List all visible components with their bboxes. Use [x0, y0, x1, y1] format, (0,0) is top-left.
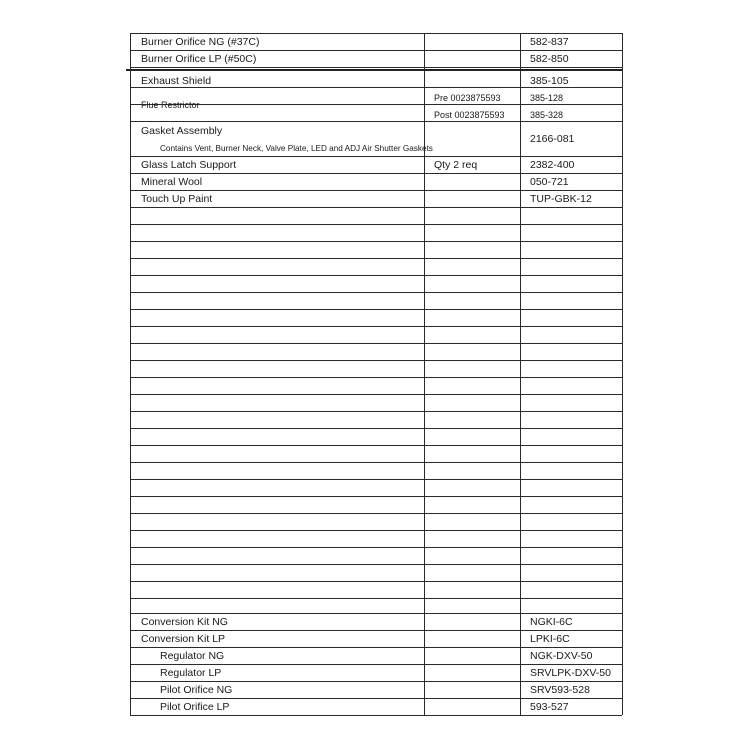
part-number: 050-721 — [530, 176, 569, 188]
table-row-line — [130, 496, 622, 497]
part-number: 2166-081 — [530, 133, 575, 145]
kit-description: Conversion Kit NG — [141, 616, 228, 628]
table-row-line — [130, 326, 622, 327]
kit-part-number: 593-527 — [530, 701, 569, 713]
kit-part-number: NGK-DXV-50 — [530, 650, 593, 662]
part-description: Burner Orifice LP (#50C) — [141, 53, 257, 65]
part-description: Exhaust Shield — [141, 75, 212, 87]
kit-part-number: SRVLPK-DXV-50 — [530, 667, 611, 679]
table-row-line — [130, 681, 622, 682]
part-note: Qty 2 req — [434, 159, 478, 171]
table-row-line — [130, 647, 622, 648]
table-row-line — [130, 33, 622, 34]
kit-description: Pilot Orifice LP — [160, 701, 230, 713]
flue-restrictor-split-line — [424, 104, 622, 105]
table-row-line — [130, 581, 622, 582]
table-row-line — [130, 121, 622, 122]
table-row-line — [130, 428, 622, 429]
table-row-line — [130, 67, 622, 68]
kit-part-number: LPKI-6C — [530, 633, 570, 645]
table-row-line — [130, 513, 622, 514]
table-row-line — [130, 394, 622, 395]
part-note: Pre 0023875593 — [434, 93, 501, 103]
part-description: Touch Up Paint — [141, 193, 213, 205]
table-row-line — [130, 479, 622, 480]
table-row-line — [130, 275, 622, 276]
section-divider — [126, 69, 622, 71]
kit-part-number: SRV593-528 — [530, 684, 590, 696]
part-description: Gasket Assembly — [141, 125, 223, 137]
table-row-line — [130, 445, 622, 446]
part-description: Flue Restrictor — [141, 100, 200, 110]
table-row-line — [130, 156, 622, 157]
table-row-line — [130, 715, 622, 716]
table-row-line — [130, 630, 622, 631]
part-number: 385-105 — [530, 75, 569, 87]
part-number: 582-837 — [530, 36, 569, 48]
kit-description: Regulator LP — [160, 667, 222, 679]
table-row-line — [130, 87, 622, 88]
table-row-line — [130, 258, 622, 259]
part-number: 582-850 — [530, 53, 569, 65]
kit-description: Regulator NG — [160, 650, 225, 662]
table-row-line — [130, 50, 622, 51]
kit-part-number: NGKI-6C — [530, 616, 573, 628]
table-row-line — [130, 547, 622, 548]
table-row-line — [130, 241, 622, 242]
part-subnote: Contains Vent, Burner Neck, Valve Plate, LED and ADJ Air Shutter Gaskets — [160, 144, 433, 153]
table-row-line — [130, 309, 622, 310]
table-row-line — [130, 292, 622, 293]
part-description: Mineral Wool — [141, 176, 203, 188]
table-row-line — [130, 207, 622, 208]
table-row-line — [130, 698, 622, 699]
table-row-line — [130, 613, 622, 614]
part-description: Burner Orifice NG (#37C) — [141, 36, 260, 48]
part-description: Glass Latch Support — [141, 159, 237, 171]
table-row-line — [130, 462, 622, 463]
part-number: 385-328 — [530, 110, 564, 120]
kit-description: Pilot Orifice NG — [160, 684, 233, 696]
table-row-line — [130, 360, 622, 361]
table-row-line — [130, 343, 622, 344]
table-row-line — [130, 530, 622, 531]
part-number: 385-128 — [530, 93, 564, 103]
part-number: 2382-400 — [530, 159, 575, 171]
part-number: TUP-GBK-12 — [530, 193, 592, 205]
table-row-line — [130, 598, 622, 599]
table-right-border — [622, 33, 623, 715]
table-row-line — [130, 224, 622, 225]
part-note: Post 0023875593 — [434, 110, 505, 120]
table-row-line — [130, 664, 622, 665]
table-row-line — [130, 411, 622, 412]
kit-description: Conversion Kit LP — [141, 633, 226, 645]
table-row-line — [130, 190, 622, 191]
table-row-line — [130, 377, 622, 378]
table-row-line — [130, 173, 622, 174]
table-row-line — [130, 564, 622, 565]
